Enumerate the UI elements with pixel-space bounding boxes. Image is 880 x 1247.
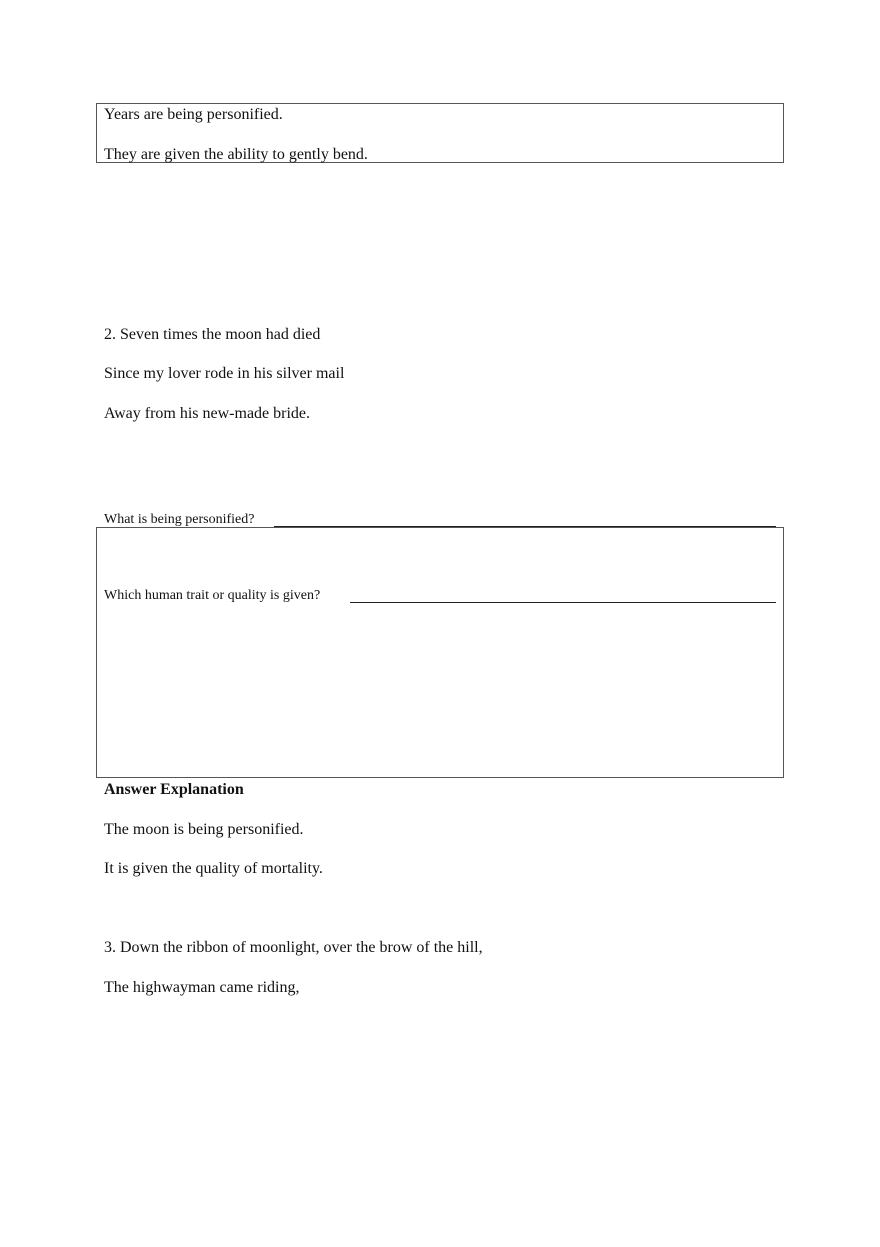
answer-line-trait	[350, 602, 776, 603]
answer-1-line-2: They are given the ability to gently bend.	[104, 146, 368, 163]
question-2-poem-line-1: 2. Seven times the moon had died	[104, 326, 321, 343]
question-3-poem-line-1: 3. Down the ribbon of moonlight, over the brow of the hill,	[104, 939, 483, 956]
prompt-what-personified: What is being personified?	[104, 512, 255, 527]
answer-2-line-1: The moon is being personified.	[104, 821, 304, 838]
prompt-human-trait: Which human trait or quality is given?	[104, 588, 321, 603]
question-2-poem-line-2: Since my lover rode in his silver mail	[104, 365, 345, 382]
answer-explanation-heading: Answer Explanation	[104, 781, 244, 798]
question-2-poem-line-3: Away from his new-made bride.	[104, 405, 311, 422]
answer-1-line-1: Years are being personified.	[104, 106, 283, 123]
answer-2-line-2: It is given the quality of mortality.	[104, 860, 323, 877]
answer-box-2	[96, 527, 784, 778]
question-3-poem-line-2: The highwayman came riding,	[104, 979, 300, 996]
